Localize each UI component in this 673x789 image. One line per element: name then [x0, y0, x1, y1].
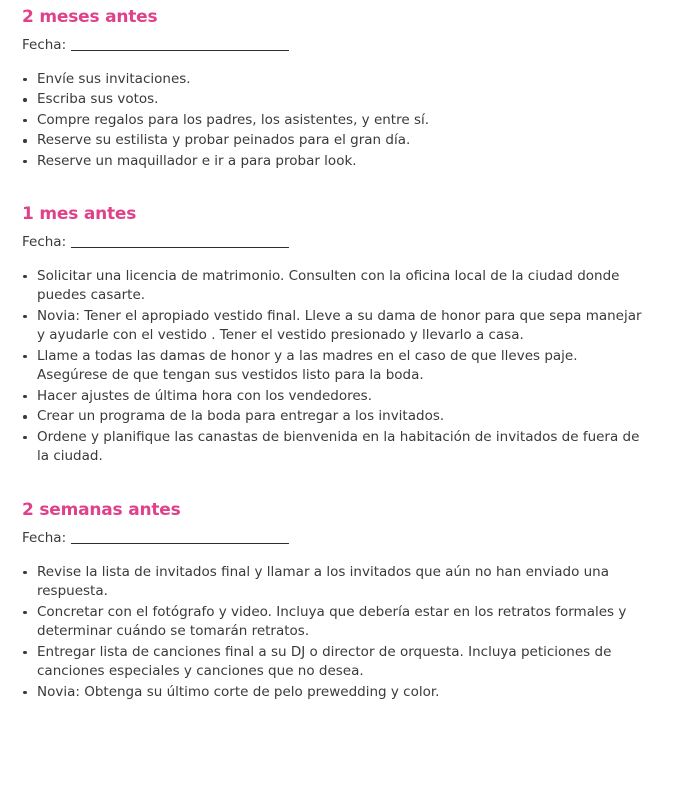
list-item-label: Compre regalos para los padres, los asistentes, y entre sí.	[37, 111, 430, 128]
section-1-mes-antes	[22, 205, 651, 467]
list-item-label: Ordene y planifique las canastas de bienvenida en la habitación de invitados de fuera de la ciudad.	[37, 428, 640, 465]
section-2-semanas-antes	[22, 501, 651, 702]
list-item-label: Envíe sus invitaciones.	[37, 70, 191, 87]
list-item[interactable]	[22, 428, 651, 467]
bullet-icon	[23, 355, 27, 359]
bullet-icon	[23, 651, 27, 655]
list-item-label: Entregar lista de canciones final a su DJ o director de orquesta. Incluya peticiones de canciones especiales y canciones que no desea.	[37, 643, 612, 680]
bullet-icon	[23, 415, 27, 419]
bullet-icon	[23, 275, 27, 279]
list-item[interactable]	[22, 643, 651, 682]
list-item[interactable]	[22, 563, 651, 602]
list-item[interactable]	[22, 90, 651, 110]
list-item[interactable]	[22, 347, 651, 386]
list-item-label: Llame a todas las damas de honor y a las madres en el caso de que lleves paje. Asegúrese de que tengan sus vestidos listo para la boda.	[37, 347, 578, 384]
list-item-label: Hacer ajustes de última hora con los vendedores.	[37, 387, 372, 404]
bullet-icon	[23, 691, 27, 695]
list-item-label: Novia: Obtenga su último corte de pelo prewedding y color.	[37, 683, 440, 700]
list-item-label: Concretar con el fotógrafo y video. Incluya que debería estar en los retratos formales y determinar cuándo se tomarán retratos.	[37, 603, 627, 640]
list-item[interactable]	[22, 407, 651, 427]
list-item[interactable]	[22, 307, 651, 346]
list-item[interactable]	[22, 387, 651, 407]
bullet-icon	[23, 571, 27, 575]
list-item-label: Crear un programa de la boda para entregar a los invitados.	[37, 408, 445, 425]
task-list	[22, 70, 651, 172]
section-heading: 1 mes antes	[22, 204, 137, 225]
bullet-icon	[23, 119, 27, 123]
date-label: Fecha:	[22, 530, 67, 547]
bullet-icon	[23, 98, 27, 102]
list-item-label: Solicitar una licencia de matrimonio. Consulten con la oficina local de la ciudad donde puedes casarte.	[37, 267, 620, 304]
date-label: Fecha:	[22, 37, 67, 54]
list-item-label: Reserve un maquillador e ir a para probar look.	[37, 152, 357, 169]
list-item[interactable]	[22, 603, 651, 642]
date-write-in-line[interactable]	[71, 543, 289, 544]
list-item-label: Revise la lista de invitados final y llamar a los invitados que aún no han enviado una respuesta.	[37, 563, 610, 600]
date-write-in-line[interactable]	[71, 50, 289, 51]
bullet-icon	[23, 395, 27, 399]
bullet-icon	[23, 436, 27, 440]
task-list	[22, 563, 651, 703]
list-item-label: Novia: Tener el apropiado vestido final. Lleve a su dama de honor para que sepa manejar y ayudarle con el vestido . Tener el vestido presionado y llevarlo a casa.	[37, 307, 642, 344]
list-item[interactable]	[22, 683, 651, 703]
date-write-in-line[interactable]	[71, 247, 289, 248]
list-item[interactable]	[22, 152, 651, 172]
date-field-row	[22, 529, 651, 546]
list-item-label: Escriba sus votos.	[37, 91, 159, 108]
date-label: Fecha:	[22, 234, 67, 251]
list-item[interactable]	[22, 131, 651, 151]
list-item[interactable]	[22, 267, 651, 306]
bullet-icon	[23, 160, 27, 164]
date-field-row	[22, 36, 651, 53]
bullet-icon	[23, 78, 27, 82]
bullet-icon	[23, 611, 27, 615]
list-item[interactable]	[22, 111, 651, 131]
bullet-icon	[23, 139, 27, 143]
section-heading: 2 semanas antes	[22, 499, 181, 520]
task-list	[22, 267, 651, 467]
bullet-icon	[23, 315, 27, 319]
date-field-row	[22, 233, 651, 250]
section-2-meses-antes	[22, 8, 651, 171]
list-item-label: Reserve su estilista y probar peinados para el gran día.	[37, 132, 411, 149]
list-item[interactable]	[22, 70, 651, 90]
section-heading: 2 meses antes	[22, 7, 158, 27]
